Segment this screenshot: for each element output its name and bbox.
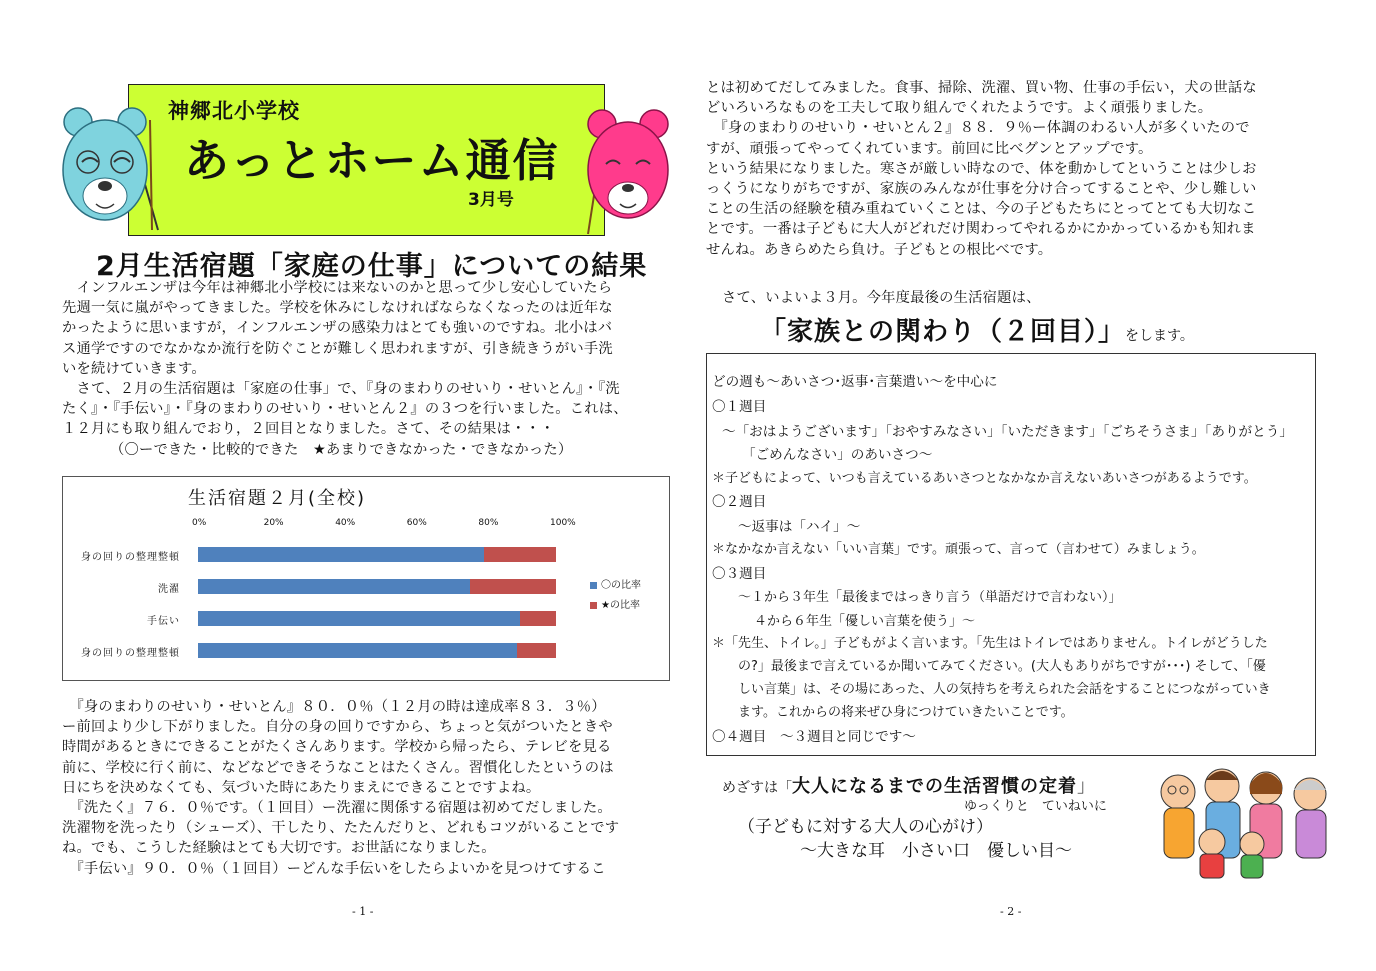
goal-subtext: ゆっくりと ていねいに xyxy=(964,799,1107,814)
week2-heading: 〇２週目 xyxy=(712,494,767,510)
week1-greetings: ～「おはようございます」「おやすみなさい」「いただきます」「ごちそうさま」「ありがとう」 xyxy=(722,424,1293,440)
page-number-2: - 2 - xyxy=(1000,905,1022,918)
text-line: どいろいろなものを工夫して取り組んでくれたようです。よく頑張りました。 xyxy=(706,100,1213,117)
text-line: 洗濯物を洗ったり（シューズ）、干したり、たたんだりと、どれもコツがいることです xyxy=(62,820,620,837)
text-line: 『身のまわりのせいり・せいとん２』８８．９％ー体調のわるい人が多くいたので xyxy=(706,120,1250,137)
next-homework-intro: さて、いよいよ３月。今年度最後の生活宿題は、 xyxy=(722,290,1041,306)
goal-text: 大人になるまでの生活習慣の定着 xyxy=(792,776,1077,797)
school-name: 神郷北小学校 xyxy=(168,99,300,123)
page-number-1: - 1 - xyxy=(352,905,374,918)
text-line: 『手伝い』９０．０％（１回目）ーどんな手伝いをしたらよいかを見つけてするこ xyxy=(62,860,606,877)
text-line: ス通学ですのでなかなか流行を防ぐことが難しく思われますが、引き続きうがい手洗 xyxy=(62,340,613,357)
text-line: かったように思いますが，インフルエンザの感染力はとても強いのですね。北小はバ xyxy=(62,320,613,337)
results-paragraph xyxy=(62,697,682,879)
text-line: 先週一気に嵐がやってきました。学校を休みにしなければならなくなったのは近年な xyxy=(62,300,613,317)
legend-swatch xyxy=(590,582,597,589)
plan-focus: どの週も～あいさつ･返事･言葉遣い～を中心に xyxy=(712,374,998,390)
results-heading: 2月生活宿題「家庭の仕事」についての結果 xyxy=(96,251,648,282)
continued-paragraph xyxy=(706,78,1336,260)
chart-title: 生活宿題２月(全校) xyxy=(187,488,367,509)
text-line: すが、頑張ってやってくれています。前回に比べグンとアップです。 xyxy=(706,140,1153,157)
text-line: せんね。あきらめたら負け。子どもとの根比べです。 xyxy=(706,241,1053,258)
legend-entry xyxy=(590,576,641,591)
legend-label: 〇の比率 xyxy=(601,580,641,591)
category-label: 洗濯 xyxy=(158,584,180,595)
week1-heading: 〇１週目 xyxy=(712,399,767,415)
theme-suffix: をします。 xyxy=(1125,328,1194,344)
text-line: という結果になりました。寒さが厳しい時なので、体を動かしてということは少しお xyxy=(706,160,1257,177)
category-label: 身の回りの整理整頓 xyxy=(81,552,180,563)
x-tick-label: 60% xyxy=(406,518,427,528)
text-line: １２月にも取り組んでおり，２回目となりました。さて、その結果は・・・ xyxy=(62,421,555,438)
x-tick-label: 100% xyxy=(550,518,576,528)
week3-grade1-3: ～１から３年生「最後まではっきり言う（単語だけで言わない）」 xyxy=(738,590,1122,605)
text-line: とです。一番は子どもに大人がどれだけ関わってやれるかにかかっているかも知れま xyxy=(706,221,1256,238)
family-illustration-icon xyxy=(1156,762,1338,880)
text-line: 『洗たく』７６．０％です。（１回目）ー洗濯に関係する宿題は初めてだしました。 xyxy=(62,800,612,817)
goal-suffix: 」 xyxy=(1077,776,1095,797)
week3-note: ＊「先生、トイレ。」子どもがよく言います。「先生はトイレではありません。トイレがどうした xyxy=(712,636,1268,651)
x-tick-label: 0% xyxy=(192,518,207,528)
text-line: さて、２月の生活宿題は「家庭の仕事」で、『身のまわりのせいり・せいとん』・『洗 xyxy=(62,381,620,398)
legend-note: （〇ーできた・比較的できた ★あまりできなかった・できなかった） xyxy=(110,442,573,458)
adult-mindset-body: ～大きな耳 小さい口 優しい目～ xyxy=(800,841,1072,861)
x-tick-label: 80% xyxy=(478,518,499,528)
goal-prefix: めざすは「 xyxy=(722,780,792,796)
x-tick-label: 40% xyxy=(335,518,356,528)
legend-label: ★の比率 xyxy=(601,600,640,611)
adult-mindset-title: （子どもに対する大人の心がけ） xyxy=(738,817,993,837)
bar-not-done xyxy=(484,547,556,562)
theme-title: 「家族との関わり（２回目）」 xyxy=(760,317,1126,347)
blue-bear-icon xyxy=(60,100,160,240)
intro-paragraph xyxy=(62,278,682,440)
text-line: ことの生活の経験を積み重ねていくことは、今の子どもたちにとってとても大切なこ xyxy=(706,201,1257,218)
text-line: 『身のまわりのせいり・せいとん』８０．０％（１２月の時は達成率８３．３％） xyxy=(62,699,606,715)
week3-note-cont: しい言葉」は、その場にあった、人の気持ちを考えられた会話をすることにつながっていき xyxy=(738,682,1271,697)
x-tick-label: 20% xyxy=(263,518,284,528)
pink-bear-icon xyxy=(584,104,674,244)
week1-greetings-cont: 「ごめんなさい」のあいさつ～ xyxy=(742,447,933,463)
bar-not-done xyxy=(470,579,556,594)
week3-note-cont: の?」最後まで言えているか聞いてみてください。(大人もありがちですが･･･) そして、「優 xyxy=(738,659,1266,674)
issue-label: 3月号 xyxy=(468,190,514,210)
text-line: 時間があるときにできることがたくさんあります。学校から帰ったら、テレビを見る xyxy=(62,739,612,756)
text-line: っくうになりがちですが、家族のみんなが仕事を分け合ってすることや、少し難しい xyxy=(706,181,1257,198)
bar-not-done xyxy=(520,611,556,626)
bar-done xyxy=(198,643,517,658)
week3-heading: 〇３週目 xyxy=(712,566,767,582)
week3-note-cont: ます。これからの将来ぜひ身につけていきたいことです。 xyxy=(738,705,1074,720)
category-label: 手伝い xyxy=(147,616,180,627)
week3-grade4-6: ４から６年生「優しい言葉を使う」～ xyxy=(754,614,976,629)
homework-theme xyxy=(760,311,1194,348)
category-label: 身の回りの整理整頓 xyxy=(81,648,180,659)
text-line: とは初めてだしてみました。食事、掃除、洗濯、買い物、仕事の手伝い，犬の世話な xyxy=(706,80,1257,96)
bar-done xyxy=(198,547,484,562)
legend-entry xyxy=(590,596,640,611)
text-line: 日にちを決めなくても、気づいた時にあたりまえにできることですよね。 xyxy=(62,779,541,796)
text-line: いを続けていきます。 xyxy=(62,360,206,377)
legend-swatch xyxy=(590,602,597,609)
text-line: ね。でも、こうした経験はとても大切です。お世話になりました。 xyxy=(62,840,496,857)
week2-note: ＊なかなか言えない「いい言葉」です。頑張って、言って（言わせて）みましょう。 xyxy=(712,542,1205,557)
text-line: インフルエンザは今年は神郷北小学校には来ないのかと思って少し安心していたら xyxy=(62,280,613,296)
week4-heading: 〇４週目 ～３週目と同じです～ xyxy=(712,729,916,745)
week1-note: ＊子どもによって、いつも言えているあいさつとなかなか言えないあいさつがあるようです。 xyxy=(712,471,1257,486)
newsletter-title: あっとホーム通信 xyxy=(184,134,560,187)
bar-not-done xyxy=(517,643,556,658)
week2-reply: ～返事は「ハイ」～ xyxy=(738,519,861,535)
text-line: たく』・『手伝い』・『身のまわりのせいり・せいとん２』の３つを行いました。これは、 xyxy=(62,401,628,418)
text-line: 前に、学校に行く前に、などなどできそうなことはたくさん。習慣化したというのは xyxy=(62,759,614,776)
text-line: ー前回より少し下がりました。自分の身の回りですから、ちょっと気がついたときや xyxy=(62,719,613,736)
bar-done xyxy=(198,611,520,626)
bar-done xyxy=(198,579,470,594)
